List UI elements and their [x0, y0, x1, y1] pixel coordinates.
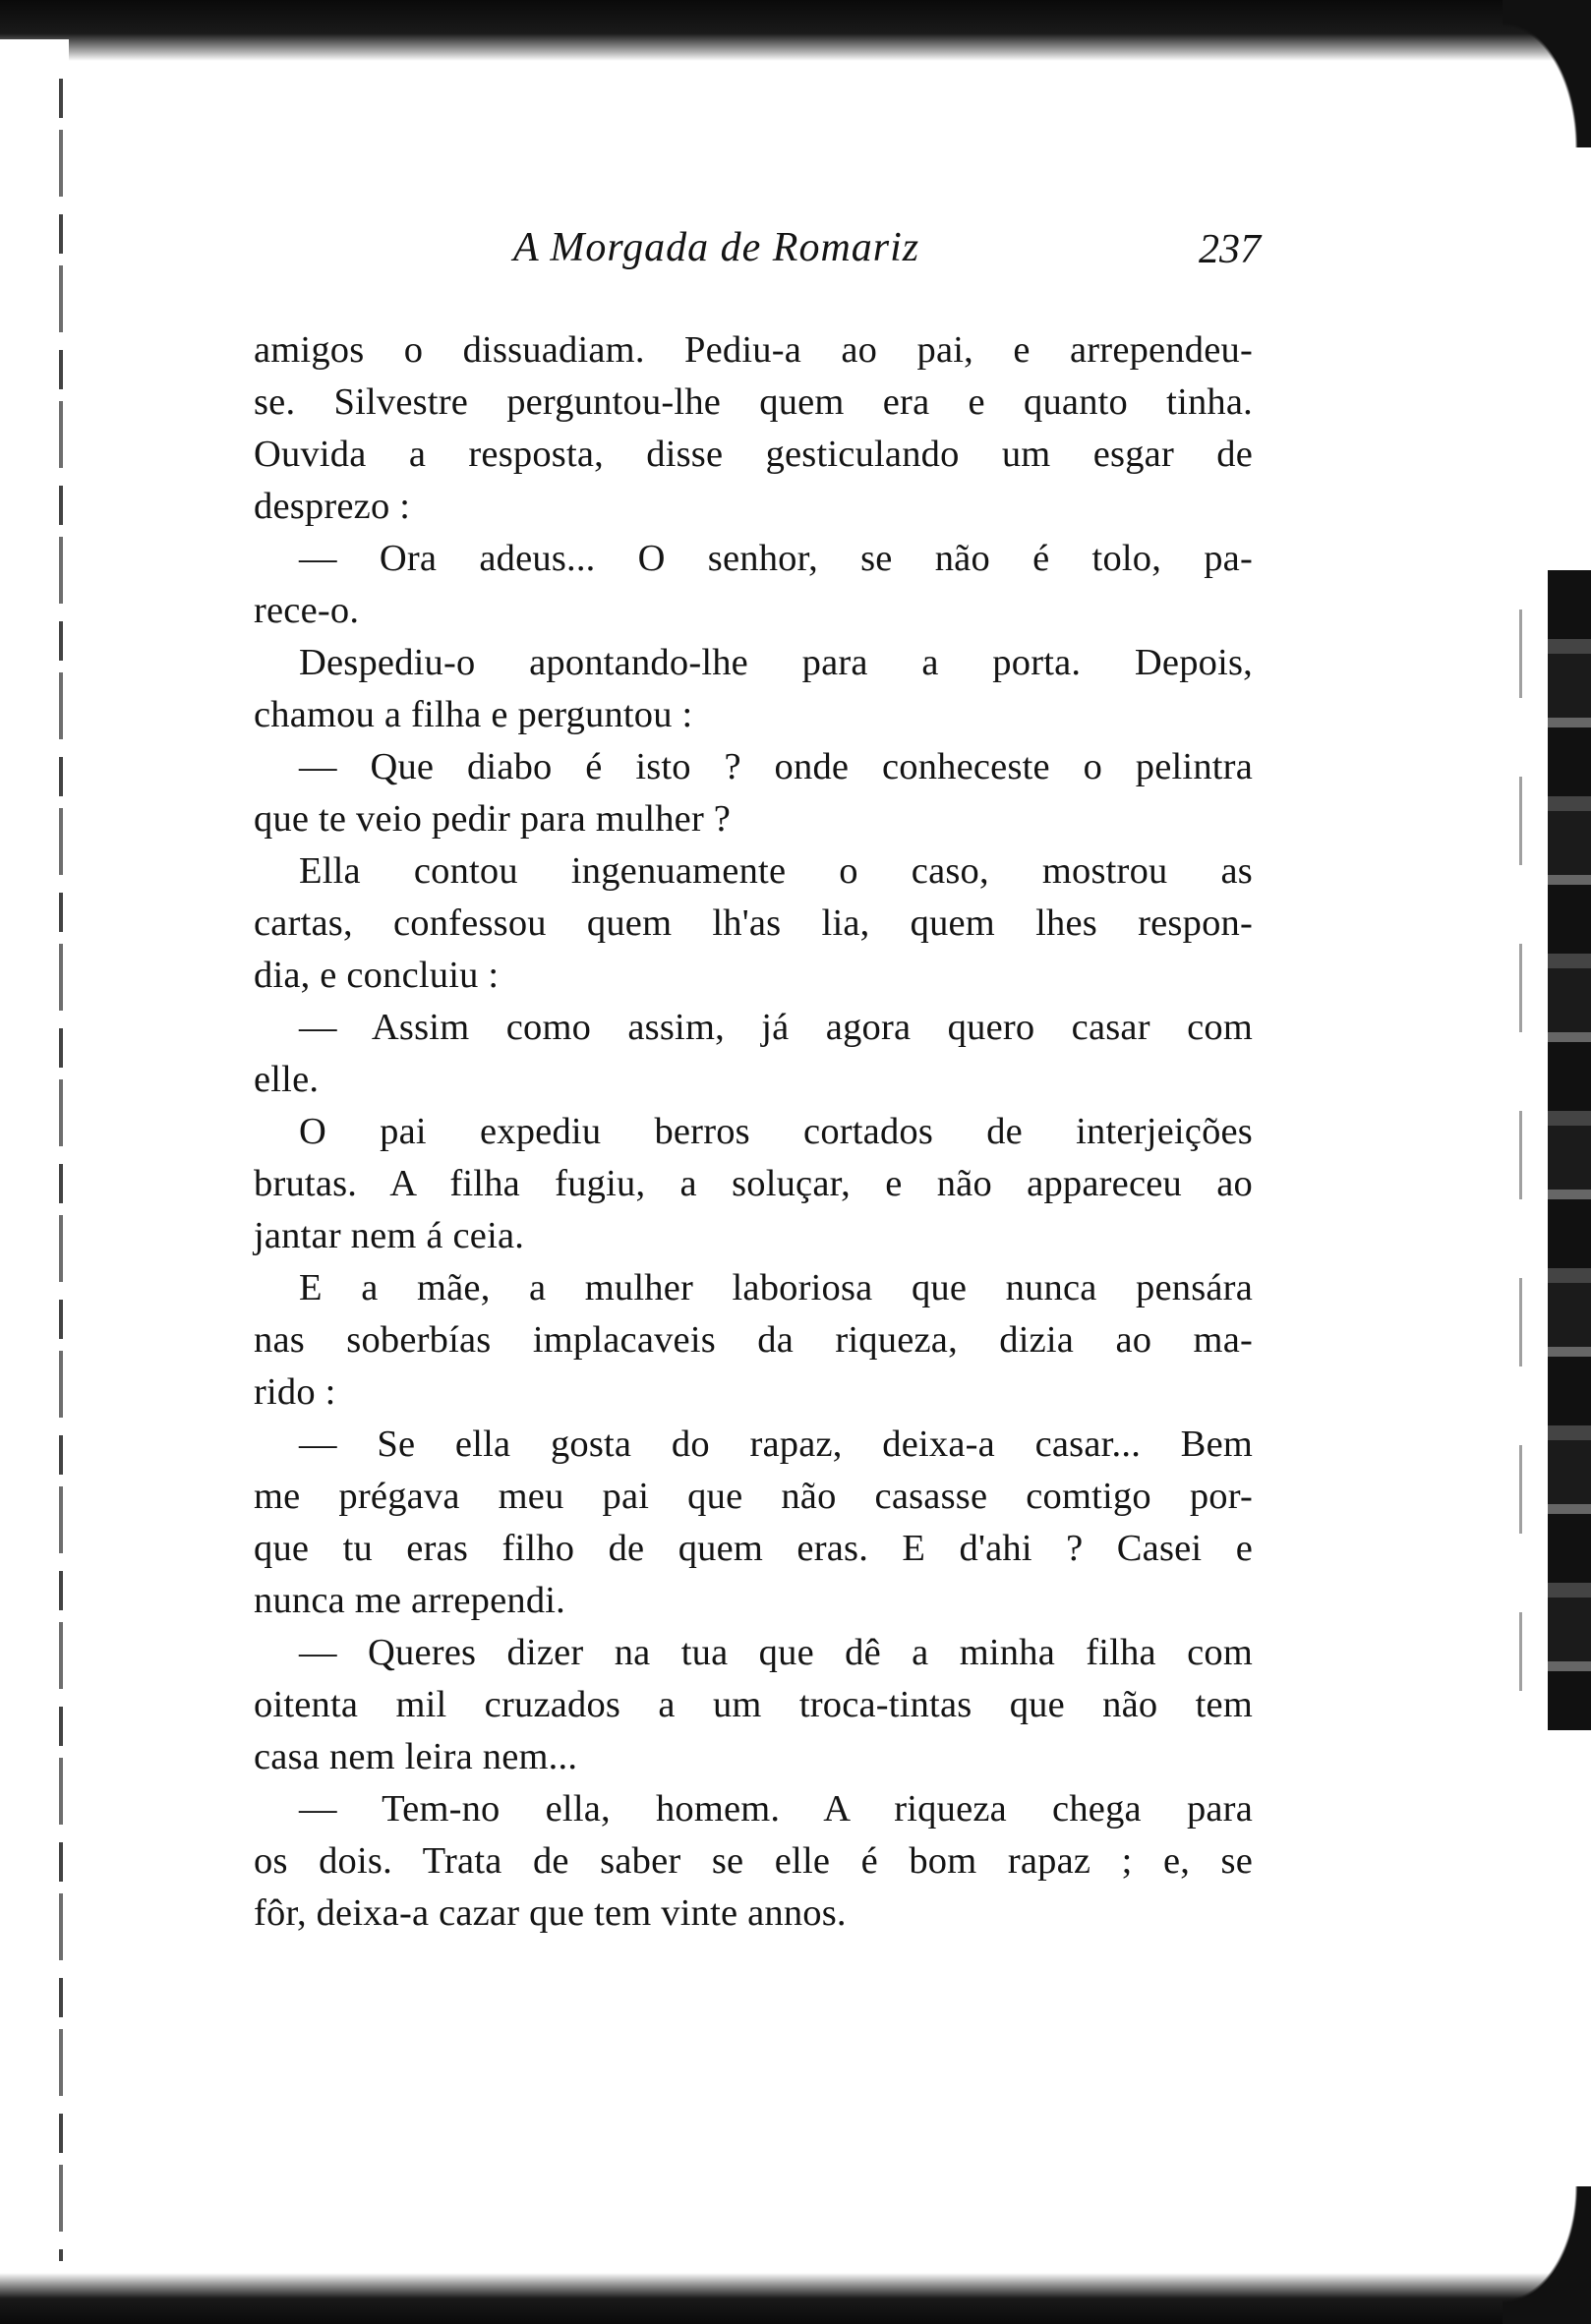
text-line: — Assim como assim, já agora quero casar com [299, 1007, 1253, 1048]
text-line: nunca me arrependi. [254, 1580, 565, 1621]
text-line: — Que diabo é isto ? onde conheceste o pelintra [299, 746, 1253, 787]
text-line: — Se ella gosta do rapaz, deixa-a casar... Bem [299, 1423, 1253, 1465]
text-line: se. Silvestre perguntou-lhe quem era e quanto tinha. [254, 381, 1253, 423]
text-line: O pai expediu berros cortados de interjeições [299, 1111, 1253, 1152]
text-line: rece-o. [254, 590, 360, 631]
running-title: A Morgada de Romariz [513, 225, 920, 270]
body-text [254, 324, 1253, 1940]
text-line: jantar nem á ceia. [254, 1215, 525, 1256]
scan-top-notch [0, 39, 69, 69]
text-line: cartas, confessou quem lh'as lia, quem lhes respon- [254, 902, 1253, 944]
text-line: que tu eras filho de quem eras. E d'ahi ? Casei e [254, 1528, 1253, 1569]
scan-top-right-corner [1503, 0, 1591, 147]
scan-right-thin-line [1519, 610, 1522, 1691]
text-line: brutas. A filha fugiu, a soluçar, e não appareceu ao [254, 1163, 1253, 1204]
text-line: Ella contou ingenuamente o caso, mostrou as [299, 850, 1253, 892]
text-line: desprezo : [254, 486, 411, 527]
text-line: casa nem leira nem... [254, 1736, 578, 1777]
text-line: elle. [254, 1059, 320, 1100]
scan-bottom-border [0, 2273, 1591, 2324]
text-line: nas soberbías implacaveis da riqueza, dizia ao ma- [254, 1319, 1253, 1361]
scan-bottom-right-corner [1503, 2186, 1591, 2324]
text-line: — Tem-no ella, homem. A riqueza chega para [299, 1788, 1253, 1830]
text-line: oitenta mil cruzados a um troca-tintas que não tem [254, 1684, 1253, 1725]
text-line: que te veio pedir para mulher ? [254, 798, 732, 840]
text-line: chamou a filha e perguntou : [254, 694, 693, 735]
text-line: — Ora adeus... O senhor, se não é tolo, pa- [299, 538, 1253, 579]
page-header [513, 224, 1261, 283]
text-line: amigos o dissuadiam. Pediu-a ao pai, e arrependeu- [254, 329, 1253, 371]
scan-left-gutter-line [59, 79, 63, 2261]
text-line: E a mãe, a mulher laboriosa que nunca pensára [299, 1267, 1253, 1308]
scan-right-edge [1548, 570, 1591, 1730]
text-line: me prégava meu pai que não casasse comtigo por- [254, 1476, 1253, 1517]
text-line: Despediu-o apontando-lhe para a porta. Depois, [299, 642, 1253, 683]
text-line: Ouvida a resposta, disse gesticulando um esgar de [254, 434, 1253, 475]
text-line: dia, e concluiu : [254, 955, 500, 996]
scan-top-border [0, 0, 1591, 61]
text-line: rido : [254, 1371, 336, 1413]
text-line: — Queres dizer na tua que dê a minha filha com [299, 1632, 1253, 1673]
text-line: fôr, deixa-a cazar que tem vinte annos. [254, 1892, 847, 1934]
text-line: os dois. Trata de saber se elle é bom rapaz ; e, se [254, 1840, 1253, 1882]
page-number: 237 [1199, 227, 1261, 272]
